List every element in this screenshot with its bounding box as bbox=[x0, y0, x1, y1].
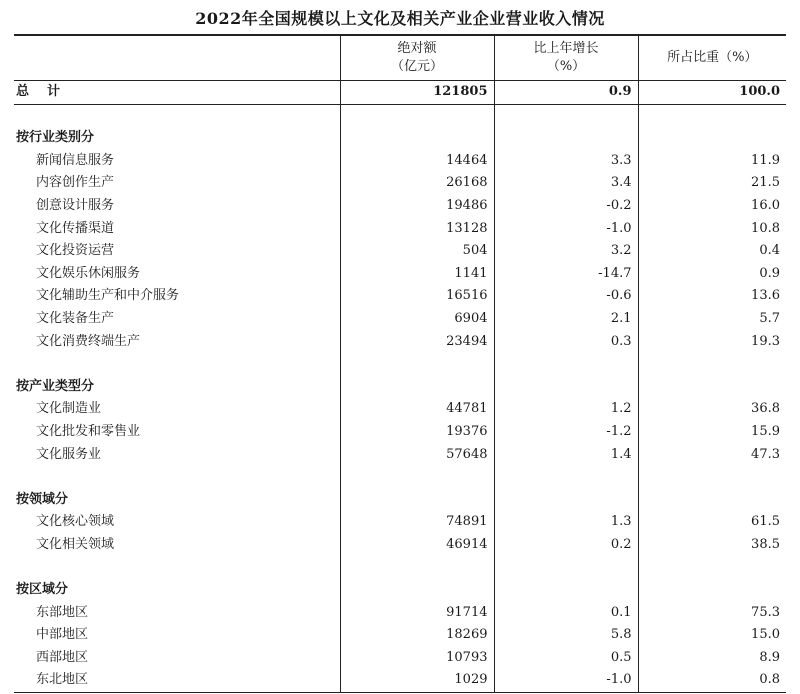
table-row bbox=[14, 285, 786, 308]
spacer-cell bbox=[494, 556, 638, 579]
row-growth: 0.2 bbox=[494, 534, 638, 557]
row-share: 11.9 bbox=[638, 150, 786, 173]
table-row bbox=[14, 534, 786, 557]
section-title: 按领域分 bbox=[16, 491, 69, 507]
row-label: 东北地区 bbox=[14, 669, 340, 692]
row-growth: -14.7 bbox=[494, 263, 638, 286]
row-value: 46914 bbox=[340, 534, 494, 557]
row-growth: 1.4 bbox=[494, 444, 638, 467]
row-share: 10.8 bbox=[638, 218, 786, 241]
row-label: 中部地区 bbox=[36, 627, 89, 643]
header-blank bbox=[14, 35, 340, 81]
section-header-row bbox=[14, 489, 786, 512]
section-empty-cell bbox=[638, 579, 786, 602]
section-empty-cell bbox=[340, 579, 494, 602]
table-row bbox=[14, 263, 786, 286]
header-growth-unit: （%） bbox=[546, 59, 586, 74]
table-row bbox=[14, 331, 786, 354]
spacer-cell bbox=[638, 104, 786, 127]
header-absolute-value-unit: （亿元） bbox=[390, 59, 443, 74]
section-empty-cell bbox=[638, 489, 786, 512]
row-share: 8.9 bbox=[638, 647, 786, 670]
row-share: 61.5 bbox=[638, 511, 786, 534]
spacer-cell bbox=[638, 466, 786, 489]
spacer-cell bbox=[340, 556, 494, 579]
row-share: 15.9 bbox=[638, 421, 786, 444]
spacer-cell bbox=[14, 556, 340, 579]
spacer-cell bbox=[638, 353, 786, 376]
row-growth: -0.2 bbox=[494, 195, 638, 218]
row-label: 文化装备生产 bbox=[36, 310, 115, 326]
row-value: 23494 bbox=[340, 331, 494, 354]
section-header-row bbox=[14, 376, 786, 399]
spacer-cell bbox=[14, 104, 340, 127]
row-label: 文化传播渠道 bbox=[36, 220, 115, 236]
spacer-cell bbox=[14, 353, 340, 376]
table-row bbox=[14, 218, 786, 241]
spacer-cell bbox=[494, 104, 638, 127]
table-row bbox=[14, 624, 786, 647]
total-label: 总计 bbox=[14, 81, 340, 105]
row-value: 74891 bbox=[340, 511, 494, 534]
row-share: 0.9 bbox=[638, 263, 786, 286]
section-header-row bbox=[14, 579, 786, 602]
row-value: 14464 bbox=[340, 150, 494, 173]
section-empty-cell bbox=[638, 376, 786, 399]
row-growth: 0.3 bbox=[494, 331, 638, 354]
section-empty-cell bbox=[340, 376, 494, 399]
row-value: 19376 bbox=[340, 421, 494, 444]
spacer-cell bbox=[340, 466, 494, 489]
row-share: 47.3 bbox=[638, 444, 786, 467]
spacer-cell bbox=[494, 466, 638, 489]
section-empty-cell bbox=[494, 376, 638, 399]
row-share: 19.3 bbox=[638, 331, 786, 354]
section-empty-cell bbox=[340, 489, 494, 512]
row-label: 文化投资运营 bbox=[36, 243, 115, 259]
row-share: 5.7 bbox=[638, 308, 786, 331]
spacer-cell bbox=[638, 556, 786, 579]
row-share: 16.0 bbox=[638, 195, 786, 218]
row-share: 0.4 bbox=[638, 240, 786, 263]
row-growth: -0.6 bbox=[494, 285, 638, 308]
header-growth bbox=[494, 35, 638, 81]
section-empty-cell bbox=[340, 127, 494, 150]
spacer-row bbox=[14, 104, 786, 127]
row-label: 新闻信息服务 bbox=[36, 152, 115, 168]
section-empty-cell bbox=[638, 127, 786, 150]
spacer-row bbox=[14, 556, 786, 579]
section-empty-cell bbox=[494, 579, 638, 602]
row-value: 10793 bbox=[340, 647, 494, 670]
header-growth-label: 比上年增长 bbox=[533, 41, 599, 56]
row-value: 26168 bbox=[340, 172, 494, 195]
section-empty-cell bbox=[494, 489, 638, 512]
spacer-row bbox=[14, 466, 786, 489]
table-row bbox=[14, 602, 786, 625]
table-header-row bbox=[14, 35, 786, 81]
row-share: 38.5 bbox=[638, 534, 786, 557]
total-share: 100.0 bbox=[638, 81, 786, 105]
page-title: 2022年全国规模以上文化及相关产业企业营业收入情况 bbox=[195, 9, 605, 28]
row-value: 6904 bbox=[340, 308, 494, 331]
spacer-row bbox=[14, 353, 786, 376]
table-row bbox=[14, 669, 786, 692]
header-share: 所占比重（%） bbox=[638, 35, 786, 81]
row-label: 文化批发和零售业 bbox=[36, 423, 141, 439]
row-value: 1029 bbox=[340, 669, 494, 692]
row-value: 16516 bbox=[340, 285, 494, 308]
row-share: 0.8 bbox=[638, 669, 786, 692]
row-growth: 0.5 bbox=[494, 647, 638, 670]
row-growth: 2.1 bbox=[494, 308, 638, 331]
table-row bbox=[14, 421, 786, 444]
row-label: 文化相关领域 bbox=[36, 536, 115, 552]
row-label: 文化辅助生产和中介服务 bbox=[36, 288, 180, 304]
spacer-cell bbox=[340, 353, 494, 376]
table-row bbox=[14, 398, 786, 421]
row-growth: 3.3 bbox=[494, 150, 638, 173]
table-row bbox=[14, 647, 786, 670]
table-row bbox=[14, 150, 786, 173]
row-share: 75.3 bbox=[638, 602, 786, 625]
revenue-table bbox=[14, 34, 786, 693]
total-growth: 0.9 bbox=[494, 81, 638, 105]
row-growth: 3.2 bbox=[494, 240, 638, 263]
row-share: 36.8 bbox=[638, 398, 786, 421]
section-title: 按产业类型分 bbox=[16, 378, 95, 394]
row-growth: -1.2 bbox=[494, 421, 638, 444]
row-value: 44781 bbox=[340, 398, 494, 421]
table-body bbox=[14, 81, 786, 693]
table-row bbox=[14, 195, 786, 218]
row-value: 13128 bbox=[340, 218, 494, 241]
table-row bbox=[14, 308, 786, 331]
row-label: 文化服务业 bbox=[36, 446, 102, 462]
data-table-container bbox=[14, 34, 786, 693]
header-absolute-value bbox=[340, 35, 494, 81]
spacer-cell bbox=[494, 353, 638, 376]
row-label: 创意设计服务 bbox=[36, 197, 115, 213]
row-label: 东部地区 bbox=[36, 604, 89, 620]
row-label: 文化核心领域 bbox=[36, 514, 115, 530]
row-value: 504 bbox=[340, 240, 494, 263]
total-row bbox=[14, 81, 786, 105]
table-row bbox=[14, 240, 786, 263]
section-empty-cell bbox=[494, 127, 638, 150]
row-label: 内容创作生产 bbox=[36, 175, 115, 191]
row-share: 21.5 bbox=[638, 172, 786, 195]
row-growth: -1.0 bbox=[494, 218, 638, 241]
row-value: 19486 bbox=[340, 195, 494, 218]
table-row bbox=[14, 172, 786, 195]
section-title: 按行业类别分 bbox=[16, 130, 95, 146]
row-growth: 1.3 bbox=[494, 511, 638, 534]
row-label: 文化娱乐休闲服务 bbox=[36, 265, 141, 281]
row-growth: 0.1 bbox=[494, 602, 638, 625]
row-growth: 3.4 bbox=[494, 172, 638, 195]
row-growth: 5.8 bbox=[494, 624, 638, 647]
spacer-cell bbox=[340, 104, 494, 127]
section-title: 按区域分 bbox=[16, 582, 69, 598]
row-value: 1141 bbox=[340, 263, 494, 286]
table-row bbox=[14, 444, 786, 467]
table-row bbox=[14, 511, 786, 534]
row-label: 文化制造业 bbox=[36, 401, 102, 417]
section-header-row bbox=[14, 127, 786, 150]
row-share: 15.0 bbox=[638, 624, 786, 647]
row-label: 文化消费终端生产 bbox=[36, 333, 141, 349]
row-growth: 1.2 bbox=[494, 398, 638, 421]
row-value: 57648 bbox=[340, 444, 494, 467]
row-share: 13.6 bbox=[638, 285, 786, 308]
spacer-cell bbox=[14, 466, 340, 489]
row-value: 18269 bbox=[340, 624, 494, 647]
row-growth: -1.0 bbox=[494, 669, 638, 692]
row-value: 91714 bbox=[340, 602, 494, 625]
row-label: 西部地区 bbox=[36, 649, 89, 665]
total-value: 121805 bbox=[340, 81, 494, 105]
header-absolute-value-label: 绝对额 bbox=[397, 41, 437, 56]
